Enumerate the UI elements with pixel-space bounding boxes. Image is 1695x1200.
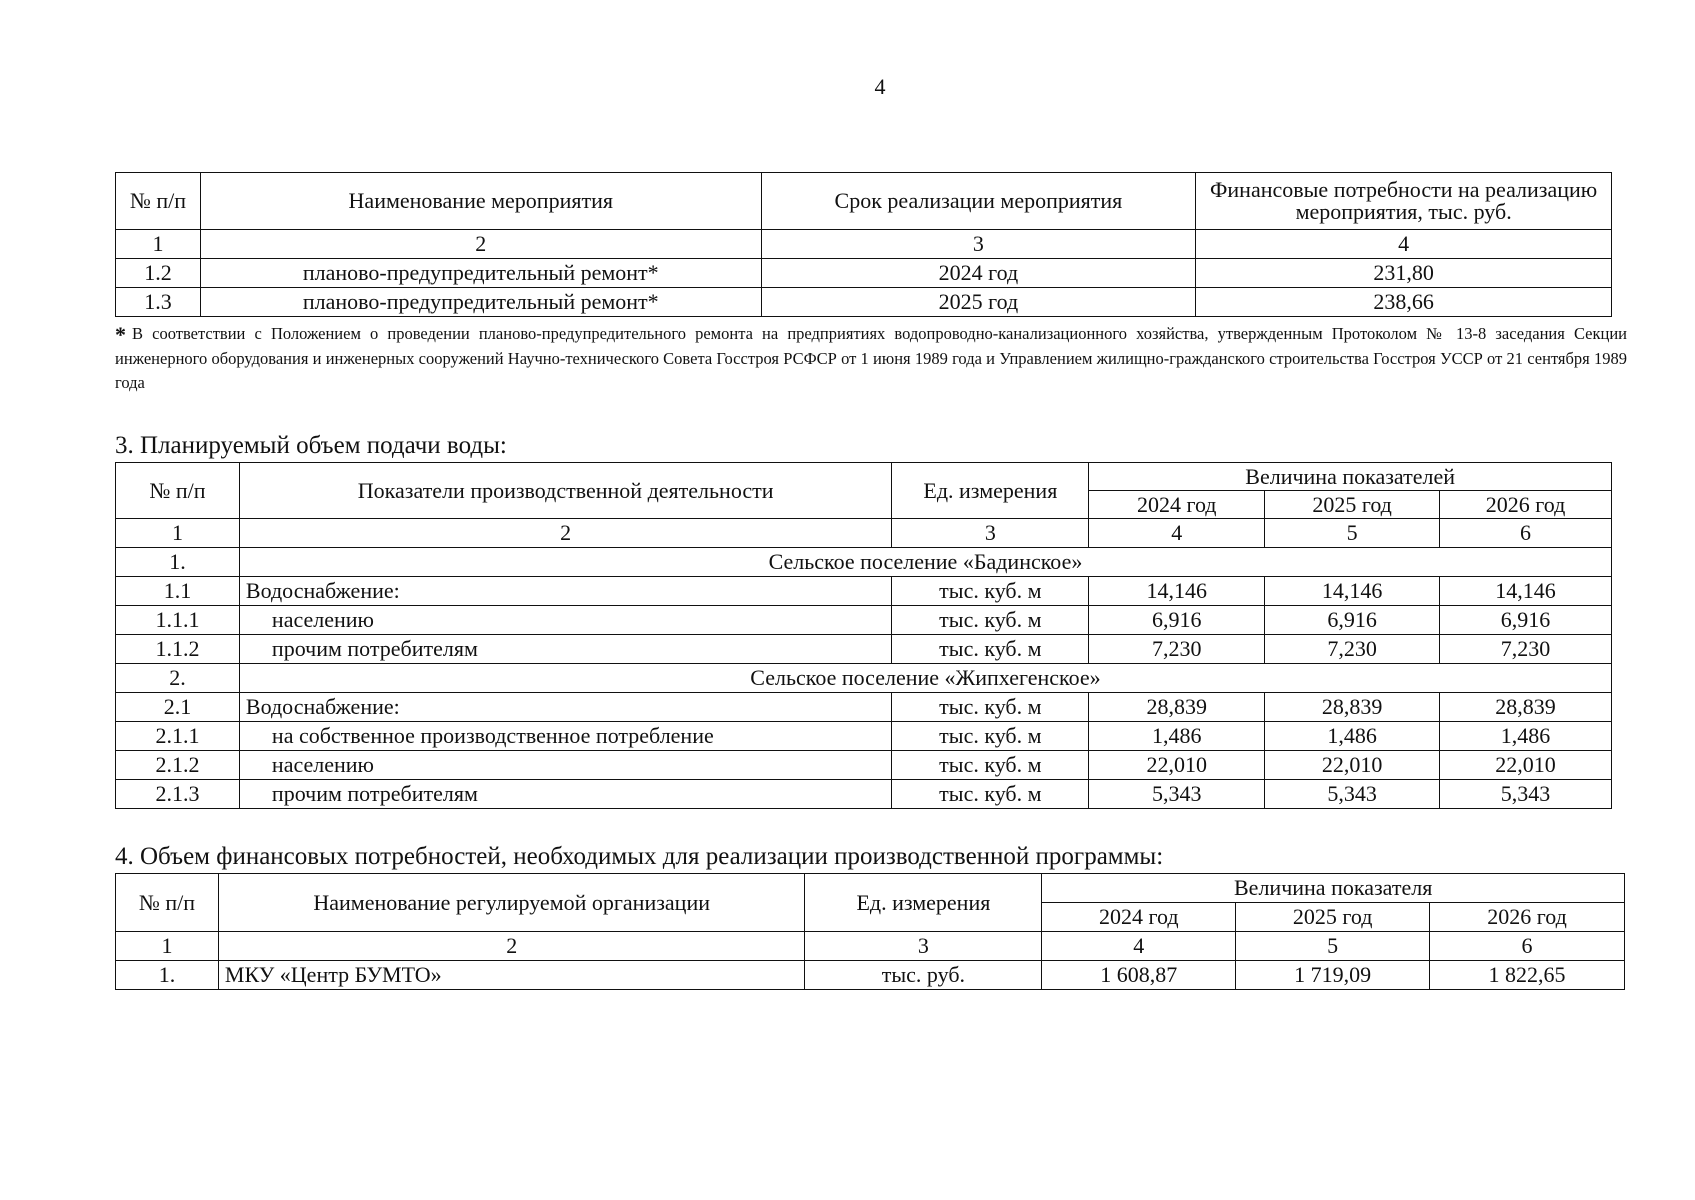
group-row [116, 548, 1612, 577]
row-unit: тыс. куб. м [892, 693, 1089, 722]
row-num: 2.1.3 [116, 780, 240, 809]
table-row [116, 606, 1612, 635]
row-value: 6,916 [1089, 606, 1265, 635]
row-indicator: Водоснабжение: [239, 577, 892, 606]
row-deadline: 2025 год [761, 288, 1196, 317]
footnote [115, 322, 1627, 395]
row-num: 2.1 [116, 693, 240, 722]
row-value: 7,230 [1089, 635, 1265, 664]
header-num: № п/п [116, 874, 219, 932]
row-unit: тыс. руб. [805, 961, 1042, 990]
column-number: 3 [892, 519, 1089, 548]
row-value: 1,486 [1440, 722, 1612, 751]
row-value: 28,839 [1089, 693, 1265, 722]
header-year: 2025 год [1236, 903, 1430, 932]
row-measure: планово-предупредительный ремонт* [200, 288, 761, 317]
row-indicator: прочим потребителям [239, 635, 892, 664]
column-number: 3 [805, 932, 1042, 961]
table-row [116, 722, 1612, 751]
row-indicator: прочим потребителям [239, 780, 892, 809]
group-num: 2. [116, 664, 240, 693]
header-indicator: Показатели производственной деятельности [239, 463, 892, 519]
header-values-group: Величина показателей [1089, 463, 1612, 491]
row-value: 1 719,09 [1236, 961, 1430, 990]
row-indicator: на собственное производственное потребление [239, 722, 892, 751]
section3-title: 3. Планируемый объем подачи воды: [115, 432, 507, 459]
column-number: 2 [239, 519, 892, 548]
column-number: 5 [1236, 932, 1430, 961]
row-value: 14,146 [1089, 577, 1265, 606]
row-amount: 231,80 [1196, 259, 1612, 288]
column-number: 4 [1089, 519, 1265, 548]
column-number: 2 [218, 932, 805, 961]
header-year: 2024 год [1089, 491, 1265, 519]
header-year: 2026 год [1430, 903, 1625, 932]
footnote-text: В соответствии с Положением о проведении планово-предупредительного ремонта на предприятиях водопроводно-канализационного хозяйства, утвержденным Протоколом № 13-8 заседания Секции инженерного оборудования и инженерных сооружений Научно-технического Совета Госстроя РСФСР от 1 июня 1989 года и Управлением жилищно-гражданского строительства Госстроя УССР от 21 сентября 1989 года [115, 324, 1627, 392]
row-unit: тыс. куб. м [892, 780, 1089, 809]
header-deadline: Срок реализации мероприятия [761, 173, 1196, 230]
row-value: 5,343 [1440, 780, 1612, 809]
row-value: 7,230 [1440, 635, 1612, 664]
row-value: 1 608,87 [1042, 961, 1236, 990]
row-num: 1. [116, 961, 219, 990]
row-value: 7,230 [1265, 635, 1440, 664]
column-number: 6 [1430, 932, 1625, 961]
table-row [116, 259, 1612, 288]
table-row [116, 961, 1625, 990]
row-value: 28,839 [1440, 693, 1612, 722]
row-unit: тыс. куб. м [892, 722, 1089, 751]
footnote-star: * [115, 322, 126, 347]
row-num: 1.1.2 [116, 635, 240, 664]
column-number: 1 [116, 519, 240, 548]
column-number: 3 [761, 230, 1196, 259]
row-value: 28,839 [1265, 693, 1440, 722]
row-value: 5,343 [1265, 780, 1440, 809]
column-number: 4 [1042, 932, 1236, 961]
row-indicator: Водоснабжение: [239, 693, 892, 722]
table-row [116, 780, 1612, 809]
row-indicator: населению [239, 751, 892, 780]
table-row [116, 693, 1612, 722]
header-financial-needs: Финансовые потребности на реализацию мероприятия, тыс. руб. [1196, 173, 1612, 230]
table-row [116, 577, 1612, 606]
row-value: 22,010 [1089, 751, 1265, 780]
header-num: № п/п [116, 463, 240, 519]
row-unit: тыс. куб. м [892, 751, 1089, 780]
row-value: 1 822,65 [1430, 961, 1625, 990]
row-value: 6,916 [1265, 606, 1440, 635]
row-value: 1,486 [1089, 722, 1265, 751]
financial-needs-table [115, 873, 1625, 990]
row-num: 1.3 [116, 288, 201, 317]
group-num: 1. [116, 548, 240, 577]
row-num: 1.1.1 [116, 606, 240, 635]
header-num: № п/п [116, 173, 201, 230]
row-value: 14,146 [1265, 577, 1440, 606]
row-num: 2.1.2 [116, 751, 240, 780]
column-number: 4 [1196, 230, 1612, 259]
column-number: 6 [1440, 519, 1612, 548]
row-org-name: МКУ «Центр БУМТО» [218, 961, 805, 990]
row-num: 1.2 [116, 259, 201, 288]
measures-table [115, 172, 1612, 317]
row-value: 14,146 [1440, 577, 1612, 606]
header-org-name: Наименование регулируемой организации [218, 874, 805, 932]
row-unit: тыс. куб. м [892, 577, 1089, 606]
header-unit: Ед. измерения [892, 463, 1089, 519]
row-deadline: 2024 год [761, 259, 1196, 288]
header-values-group: Величина показателя [1042, 874, 1625, 903]
group-title: Сельское поселение «Бадинское» [239, 548, 1611, 577]
row-indicator: населению [239, 606, 892, 635]
water-supply-table [115, 462, 1612, 809]
table-row [116, 288, 1612, 317]
page-number: 4 [874, 74, 886, 99]
table-row [116, 751, 1612, 780]
header-year: 2024 год [1042, 903, 1236, 932]
header-year: 2026 год [1440, 491, 1612, 519]
row-value: 22,010 [1265, 751, 1440, 780]
row-value: 1,486 [1265, 722, 1440, 751]
row-num: 2.1.1 [116, 722, 240, 751]
row-amount: 238,66 [1196, 288, 1612, 317]
header-measure-name: Наименование мероприятия [200, 173, 761, 230]
header-year: 2025 год [1265, 491, 1440, 519]
column-number: 5 [1265, 519, 1440, 548]
row-value: 22,010 [1440, 751, 1612, 780]
column-number: 2 [200, 230, 761, 259]
row-num: 1.1 [116, 577, 240, 606]
row-unit: тыс. куб. м [892, 635, 1089, 664]
row-value: 5,343 [1089, 780, 1265, 809]
table-row [116, 635, 1612, 664]
group-title: Сельское поселение «Жипхегенское» [239, 664, 1611, 693]
group-row [116, 664, 1612, 693]
header-unit: Ед. измерения [805, 874, 1042, 932]
column-number: 1 [116, 932, 219, 961]
section4-title: 4. Объем финансовых потребностей, необходимых для реализации производственной программы: [115, 843, 1164, 870]
row-measure: планово-предупредительный ремонт* [200, 259, 761, 288]
column-number: 1 [116, 230, 201, 259]
row-value: 6,916 [1440, 606, 1612, 635]
row-unit: тыс. куб. м [892, 606, 1089, 635]
